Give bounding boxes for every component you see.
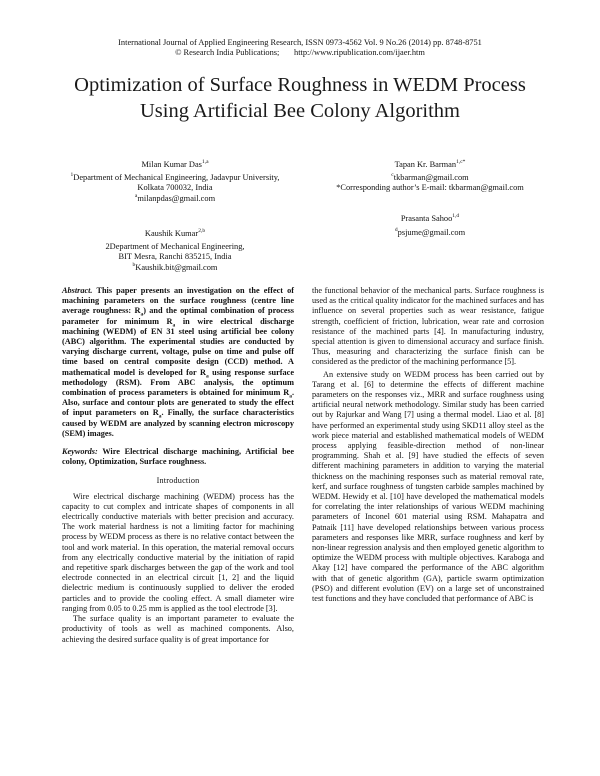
- email-mark: c: [391, 171, 394, 178]
- author-email: Kaushik.bit@gmail.com: [135, 262, 218, 272]
- email-mark: b: [132, 261, 136, 268]
- keywords: Keywords: Wire Electrical discharge machining, Artificial bee colony, Optimization, Surface roughness.: [62, 447, 294, 467]
- author-name: Prasanta Sahoo: [400, 214, 453, 223]
- author-email: tkbarman@gmail.com: [393, 172, 469, 182]
- body-paragraph-2: An extensive study on WEDM process has been carried out by Tarang et al. [6] to determine the effects of different machine parameters on the responses viz., MRR and surface roughness using artificial neural network methodology. Similar study has been carried out by Rajurkar and Wang [7] using a thermal model. Liao et al. [8] have performed an experimental study using SKD11 alloy steel as the work piece material and established mathematical models of WEDM process applying feasible-direction method of non-linear programming. Shah et al. [9] have studied the effects of seven different machining parameters in addition to varying the material thickness on the machining responses such as material removal rate, kerf, and surface roughness of tungsten carbide samples machined by WEDM. Hewidy et al. [10] have developed the mathematical models for correlating the inter relationships of various WEDM machining parameters of Inconel 601 material using RSM. Mahapatra and Patnaik [11] have developed relationships between various process parameters and responses like MRR, surface roughness and kerf by non-linear regression analysis and then employed genetic algorithm to optimize the WEDM process with multiple objectives. Karaboga and Akay [12] have compared the performance of the ABC algorithm with that of genetic algorithm (GA), particle swarm optimization (PSO) and different evolution (EV) on a large set of unconstrained test functions and they have concluded that performance of ABC is: [312, 369, 544, 604]
- email-mark: a: [134, 192, 138, 199]
- intro-paragraph-1: Wire electrical discharge machining (WEDM) process has the capacity to cut complex and intricate shapes of components in all electrically conductive materials with better precision and accuracy. The work material hardness is not a limiting factor for machining process by WEDM process as there is no relative contact between the tool and work material. In this operation, the material removal occurs from any electrically conductive material by the initiation of rapid and repetitive spark discharges between the gap of the work and tool electrode connected in an electrical circuit [1, 2] and the liquid dielectric medium is continuously supplied to deliver the eroded particles and to provide the cooling effect. A small diameter wire ranging from 0.05 to 0.25 mm is applied as the tool electrode [3].: [62, 491, 294, 613]
- author-email: psjume@gmail.com: [397, 227, 466, 237]
- author-name: Milan Kumar Das: [141, 160, 202, 169]
- author-affiliation: 2Department of Mechanical Engineering,: [105, 241, 245, 251]
- author-city: Kolkata 700032, India: [137, 183, 213, 192]
- body-paragraph-1: the functional behavior of the mechanical parts. Surface roughness is used as the critical quality indicator for the machined surfaces and has influence on several properties such as wear resistance, fatigue strength, coefficient of friction, lubrication, wear rate and corrosion resistance of the machined parts [4]. In manufacturing industry, special attention is given to dimensional accuracy and surface finish. Thus, measuring and characterizing the surface finish can be considered as the predictor of the machining performance [5].: [312, 286, 544, 367]
- corresponding-author: *Corresponding author’s E-mail: tkbarman@gmail.com: [336, 183, 524, 192]
- journal-header-line2: © Research India Publications; http://www.ripublication.com/ijaer.htm: [175, 48, 425, 57]
- paper-title: [20, 72, 580, 124]
- author-email: milanpdas@gmail.com: [137, 193, 216, 203]
- author-name: Kaushik Kumar: [144, 229, 199, 238]
- author-affiliation: Department of Mechanical Engineering, Jadavpur University,: [73, 172, 280, 182]
- author-marks: 1,c*: [456, 159, 466, 166]
- author-block-barman: [320, 160, 540, 194]
- author-block-sahoo: [320, 214, 540, 238]
- abstract: Abstract. This paper presents an investigation on the effect of machining parameters on the surface roughness (centre line average roughness: $R_a$) and the optimal combination of process parameter for minimum $R_a$ in wire electrical discharge machining (WEDM) of EN 31 steel using artificial bee colony (ABC) algorithm. The experimental studies are conducted by varying discharge current, voltage, pulse on time and pulse off time based on central composite design (CCD) method. A mathematical model is developed for $R_a$ using response surface methodology (RSM). From ABC analysis, the optimum combination of process parameters is obtained for minimum $R_a$. Also, surface and contour plots are generated to study the effect of input parameters on $R_a$. Finally, the surface characteristics caused by WEDM are analyzed by scanning electron microscopy (SEM) images.: [62, 286, 294, 438]
- author-marks: 2,b: [198, 228, 206, 235]
- paper-title-line2: Using Artificial Bee Colony Algorithm: [139, 100, 460, 122]
- abstract-label: Abstract.: [62, 286, 93, 295]
- email-mark: d: [394, 226, 398, 233]
- author-city: BIT Mesra, Ranchi 835215, India: [118, 252, 232, 261]
- left-column: [62, 286, 294, 645]
- keywords-label: Keywords:: [62, 447, 98, 457]
- author-name: Tapan Kr. Barman: [394, 160, 457, 169]
- journal-header-line1: International Journal of Applied Engineering Research, ISSN 0973-4562 Vol. 9 No.26 (2014) pp. 8748-8751: [118, 38, 482, 47]
- author-marks: 1,d: [452, 213, 460, 220]
- author-block-das: [20, 160, 330, 204]
- affiliation-mark: 1: [70, 171, 74, 178]
- section-heading-introduction: Introduction: [156, 476, 200, 486]
- paper-title-line1: Optimization of Surface Roughness in WEDM Process: [74, 74, 526, 96]
- right-column: [312, 286, 544, 604]
- author-block-kumar: [20, 229, 330, 273]
- intro-paragraph-2: The surface quality is an important parameter to evaluate the productivity of tools as well as machined components. Also, achieving the desired surface quality is of great importance for: [62, 614, 294, 644]
- author-marks: 1,a: [201, 159, 209, 166]
